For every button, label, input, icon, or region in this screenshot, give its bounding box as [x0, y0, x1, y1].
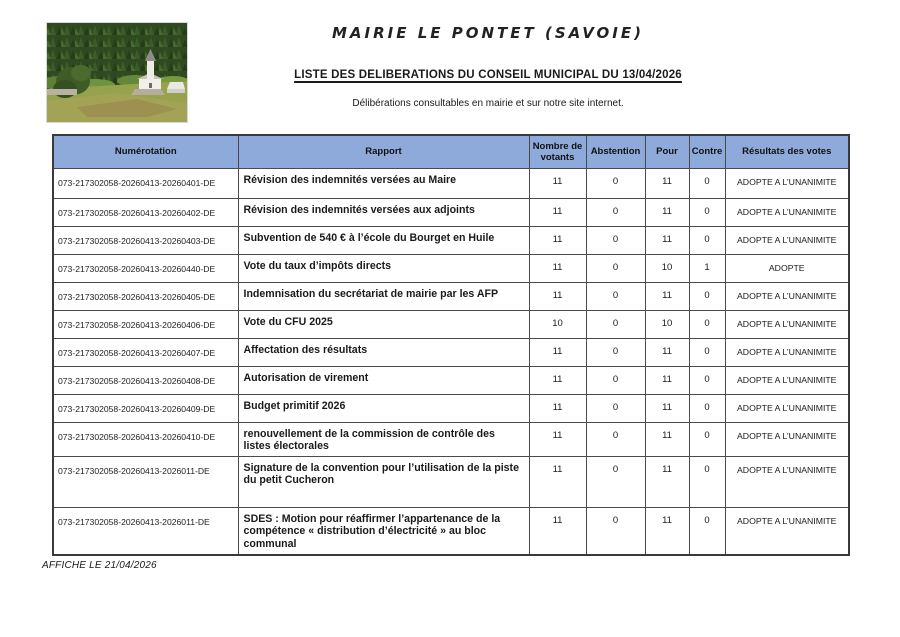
votants-count: 11	[529, 422, 586, 456]
pour-count: 11	[645, 366, 689, 394]
abstention-count: 0	[586, 168, 645, 198]
pour-count: 11	[645, 456, 689, 507]
vote-result: ADOPTE A L’UNANIMITE	[725, 226, 849, 254]
abstention-count: 0	[586, 198, 645, 226]
consultation-note: Délibérations consultables en mairie et sur notre site internet.	[352, 98, 624, 109]
contre-count: 1	[689, 254, 725, 282]
column-header-pour: Pour	[645, 135, 689, 168]
pour-count: 11	[645, 338, 689, 366]
contre-count: 0	[689, 507, 725, 555]
deliberation-number: 073-217302058-20260413-20260401-DE	[53, 168, 238, 198]
votants-count: 11	[529, 366, 586, 394]
vote-result: ADOPTE A L’UNANIMITE	[725, 168, 849, 198]
church-photo	[46, 22, 188, 123]
table-header	[53, 135, 849, 168]
vote-result: ADOPTE A L’UNANIMITE	[725, 282, 849, 310]
votants-count: 11	[529, 338, 586, 366]
vote-result: ADOPTE A L’UNANIMITE	[725, 366, 849, 394]
abstention-count: 0	[586, 456, 645, 507]
votants-count: 11	[529, 254, 586, 282]
column-header-contre: Contre	[689, 135, 725, 168]
deliberations-heading: LISTE DES DELIBERATIONS DU CONSEIL MUNICIPAL DU 13/04/2026	[294, 69, 682, 81]
table-row	[53, 338, 849, 366]
pour-count: 11	[645, 198, 689, 226]
votants-count: 11	[529, 226, 586, 254]
pour-count: 11	[645, 226, 689, 254]
votants-count: 11	[529, 507, 586, 555]
abstention-count: 0	[586, 254, 645, 282]
votants-count: 11	[529, 198, 586, 226]
table-row	[53, 310, 849, 338]
vote-result: ADOPTE	[725, 254, 849, 282]
deliberations-table	[52, 134, 850, 556]
vote-result: ADOPTE A L’UNANIMITE	[725, 310, 849, 338]
table-row	[53, 282, 849, 310]
deliberation-subject: Révision des indemnités versées au Maire	[238, 168, 529, 198]
deliberation-number: 073-217302058-20260413-2026011-DE	[53, 456, 238, 507]
table-row	[53, 168, 849, 198]
column-header-resultats: Résultats des votes	[725, 135, 849, 168]
votants-count: 11	[529, 394, 586, 422]
table-row	[53, 254, 849, 282]
abstention-count: 0	[586, 422, 645, 456]
page-title: MAIRIE LE PONTET (SAVOIE)	[331, 24, 644, 42]
document-header	[130, 0, 846, 109]
column-header-rapport: Rapport	[238, 135, 529, 168]
table-row	[53, 394, 849, 422]
table-row	[53, 456, 849, 507]
abstention-count: 0	[586, 394, 645, 422]
table-row	[53, 422, 849, 456]
table-row	[53, 366, 849, 394]
abstention-count: 0	[586, 226, 645, 254]
deliberation-subject: Budget primitif 2026	[238, 394, 529, 422]
contre-count: 0	[689, 456, 725, 507]
vote-result: ADOPTE A L’UNANIMITE	[725, 507, 849, 555]
column-header-numerotation: Numérotation	[53, 135, 238, 168]
votants-count: 11	[529, 282, 586, 310]
pour-count: 11	[645, 168, 689, 198]
pour-count: 11	[645, 507, 689, 555]
deliberation-subject: Affectation des résultats	[238, 338, 529, 366]
pour-count: 10	[645, 254, 689, 282]
deliberation-subject: Vote du taux d’impôts directs	[238, 254, 529, 282]
deliberation-subject: Subvention de 540 € à l’école du Bourget en Huile	[238, 226, 529, 254]
vote-result: ADOPTE A L’UNANIMITE	[725, 394, 849, 422]
deliberation-number: 073-217302058-20260413-20260409-DE	[53, 394, 238, 422]
vote-result: ADOPTE A L’UNANIMITE	[725, 422, 849, 456]
deliberation-subject: Autorisation de virement	[238, 366, 529, 394]
contre-count: 0	[689, 310, 725, 338]
church-photo-illustration	[47, 23, 187, 122]
table-row	[53, 226, 849, 254]
abstention-count: 0	[586, 366, 645, 394]
contre-count: 0	[689, 168, 725, 198]
contre-count: 0	[689, 338, 725, 366]
column-header-abstention: Abstention	[586, 135, 645, 168]
abstention-count: 0	[586, 507, 645, 555]
votants-count: 11	[529, 168, 586, 198]
deliberation-subject: SDES : Motion pour réaffirmer l’appartenance de la compétence « distribution d’électricité » au bloc communal	[238, 507, 529, 555]
vote-result: ADOPTE A L’UNANIMITE	[725, 198, 849, 226]
deliberation-subject: Indemnisation du secrétariat de mairie par les AFP	[238, 282, 529, 310]
deliberation-number: 073-217302058-20260413-20260408-DE	[53, 366, 238, 394]
table-row	[53, 507, 849, 555]
outbuilding	[167, 82, 185, 93]
deliberation-number: 073-217302058-20260413-20260403-DE	[53, 226, 238, 254]
deliberation-number: 073-217302058-20260413-20260402-DE	[53, 198, 238, 226]
deliberations-table-body	[53, 168, 849, 555]
table-row	[53, 198, 849, 226]
deliberation-number: 073-217302058-20260413-20260406-DE	[53, 310, 238, 338]
abstention-count: 0	[586, 310, 645, 338]
deliberation-number: 073-217302058-20260413-2026011-DE	[53, 507, 238, 555]
vote-result: ADOPTE A L’UNANIMITE	[725, 456, 849, 507]
abstention-count: 0	[586, 338, 645, 366]
deliberation-subject: Signature de la convention pour l’utilisation de la piste du petit Cucheron	[238, 456, 529, 507]
deliberation-number: 073-217302058-20260413-20260407-DE	[53, 338, 238, 366]
deliberation-subject: Vote du CFU 2025	[238, 310, 529, 338]
contre-count: 0	[689, 422, 725, 456]
pour-count: 10	[645, 310, 689, 338]
votants-count: 10	[529, 310, 586, 338]
pour-count: 11	[645, 394, 689, 422]
pour-count: 11	[645, 282, 689, 310]
contre-count: 0	[689, 366, 725, 394]
pour-count: 11	[645, 422, 689, 456]
deliberation-subject: renouvellement de la commission de contrôle des listes électorales	[238, 422, 529, 456]
deliberation-number: 073-217302058-20260413-20260410-DE	[53, 422, 238, 456]
deliberation-number: 073-217302058-20260413-20260405-DE	[53, 282, 238, 310]
deliberation-subject: Révision des indemnités versées aux adjoints	[238, 198, 529, 226]
vote-result: ADOPTE A L’UNANIMITE	[725, 338, 849, 366]
contre-count: 0	[689, 282, 725, 310]
contre-count: 0	[689, 394, 725, 422]
abstention-count: 0	[586, 282, 645, 310]
deliberation-number: 073-217302058-20260413-20260440-DE	[53, 254, 238, 282]
contre-count: 0	[689, 198, 725, 226]
column-header-votants: Nombre de votants	[529, 135, 586, 168]
posting-date: AFFICHE LE 21/04/2026	[42, 560, 157, 571]
contre-count: 0	[689, 226, 725, 254]
votants-count: 11	[529, 456, 586, 507]
